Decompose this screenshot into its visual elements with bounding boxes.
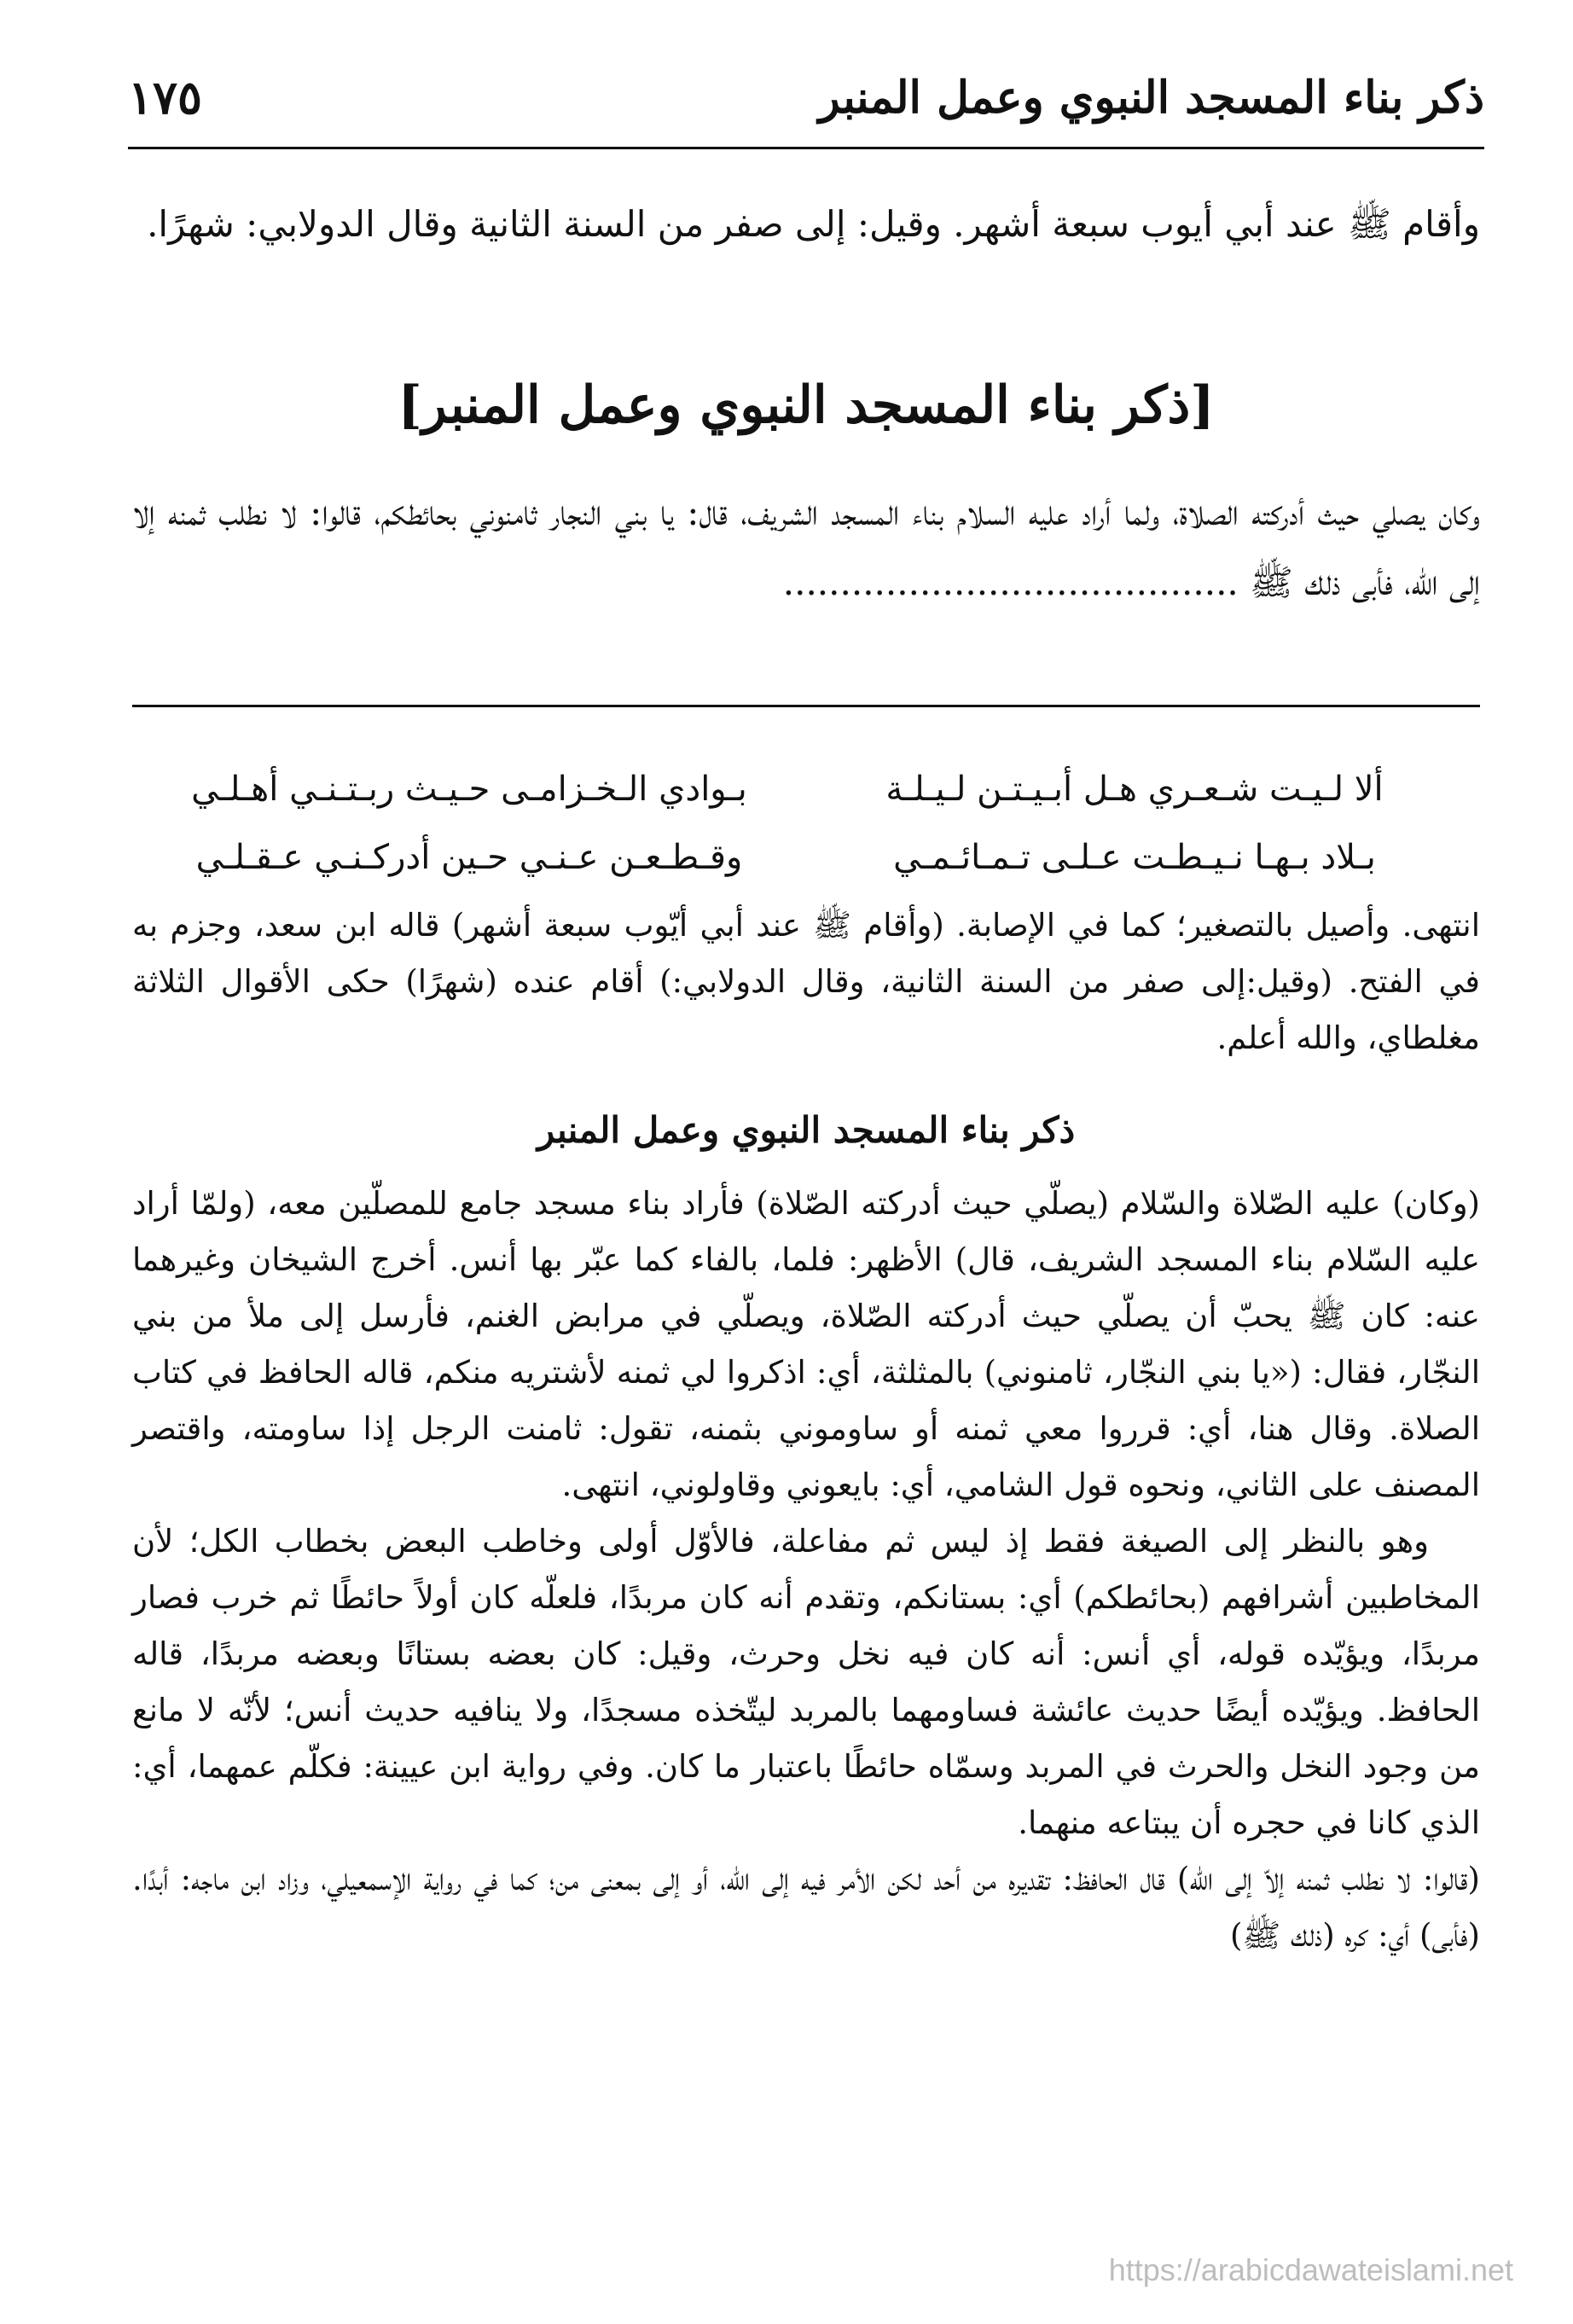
commentary-block-1: [132, 898, 1480, 1066]
verse-first-hemistich: ألا لـيـت شـعـري هـل أبـيـتـن لـيـلـة: [885, 770, 1384, 809]
commentary-paragraph: (قالوا: لا نطلب ثمنه إلاّ إلى الله) قال الحافظ: تقديره من أحد لكن الأمر فيه إلى الله، أو إلى بمعنى من؛ كما في رواية الإسمعيلي، وزاد ابن ماجه: أبدًا. (فأبى) أي: كره (ذلك ﷺ): [132, 1861, 1480, 1954]
main-text-paragraph-2: وكان يصلي حيث أدركته الصلاة، ولما أراد عليه السلام بناء المسجد الشريف، قال: يا بني النجار ثامنوني بحائطكم، قالوا: لا نطلب ثمنه إلا إلى الله، فأبى ذلك ﷺ ........................................: [132, 491, 1480, 603]
main-text-paragraph-1: وأقام ﷺ عند أبي أيوب سبعة أشهر. وقيل: إلى صفر من السنة الثانية وقال الدولابي: شهرًا.: [147, 203, 1480, 245]
page-number: ١٧٥: [128, 70, 203, 125]
main-section-heading: [ذكر بناء المسجد النبوي وعمل المنبر]: [398, 375, 1215, 435]
commentary-paragraph: انتهى. وأصيل بالتصغير؛ كما في الإصابة. (وأقام ﷺ عند أبي أيّوب سبعة أشهر) قاله ابن سعد، وجزم به في الفتح. (وقيل:إلى صفر من السنة الثانية، وقال الدولابي:) أقام عنده (شهرًا) حكى الأقوال الثلاثة مغلطاي، والله أعلم.: [132, 907, 1480, 1056]
poetry-verse: [171, 755, 1433, 823]
running-title: ذكر بناء المسجد النبوي وعمل المنبر: [818, 71, 1484, 124]
commentary-block-2: [132, 1176, 1480, 1964]
verse-second-hemistich: بـوادي الـخـزامـى حـيـث ربـتـنـي أهـلـي: [191, 770, 747, 809]
verse-first-hemistich: بـلاد بـهـا نـيـطـت عـلـى تـمـائـمـي: [893, 838, 1376, 877]
commentary-paragraph: (وكان) عليه الصّلاة والسّلام (يصلّي حيث أدركته الصّلاة) فأراد بناء مسجد جامع للمصلّين معه، (ولمّا أراد عليه السّلام بناء المسجد الشريف، قال) الأظهر: فلما، بالفاء كما عبّر بها أنس. أخرج الشيخان وغيرهما عنه: كان ﷺ يحبّ أن يصلّي حيث أدركته الصّلاة، ويصلّي في مرابض الغنم، فأرسل إلى ملأ من بني النجّار، فقال: («يا بني النجّار، ثامنوني) بالمثلثة، أي: اذكروا لي ثمنه لأشتريه منكم، قاله الحافظ في كتاب الصلاة. وقال هنا، أي: قرروا معي ثمنه أو ساوموني بثمنه، تقول: ثامنت الرجل إذا ساومته، واقتصر المصنف على الثاني، ونحوه قول الشامي، أي: بايعوني وقاولوني، انتهى.: [132, 1185, 1480, 1503]
footnote-divider: [132, 705, 1480, 707]
running-header: [128, 55, 1484, 140]
verse-second-hemistich: وقـطـعـن عـنـي حـين أدركـنـي عـقـلـي: [195, 838, 743, 877]
commentary-paragraph: وهو بالنظر إلى الصيغة فقط إذ ليس ثم مفاعلة، فالأوّل أولى وخاطب البعض بخطاب الكل؛ لأن المخاطبين أشرافهم (بحائطكم) أي: بستانكم، وتقدم أنه كان مربدًا، فلعلّه كان أولاً حائطًا ثم خرب فصار مربدًا، ويؤيّده قوله، أي أنس: أنه كان فيه نخل وحرث، وقيل: كان بعضه بستانًا وبعضه مربدًا، قاله الحافظ. ويؤيّده أيضًا حديث عائشة فساومهما بالمربد ليتّخذه مسجدًا، ولا ينافيه حديث أنس؛ لأنّه لا مانع من وجود النخل والحرث في المربد وسمّاه حائطًا باعتبار ما كان. وفي رواية ابن عيينة: فكلّم عمهما، أي: الذي كانا في حجره أن يبتاعه منهما.: [132, 1523, 1480, 1841]
commentary-section-heading: ذكر بناء المسجد النبوي وعمل المنبر: [537, 1109, 1076, 1151]
poetry-verse: [171, 823, 1433, 892]
watermark-url: https://arabicdawateislami.net: [1108, 2252, 1513, 2287]
poetry-block: [171, 755, 1433, 892]
header-divider: [128, 147, 1484, 149]
